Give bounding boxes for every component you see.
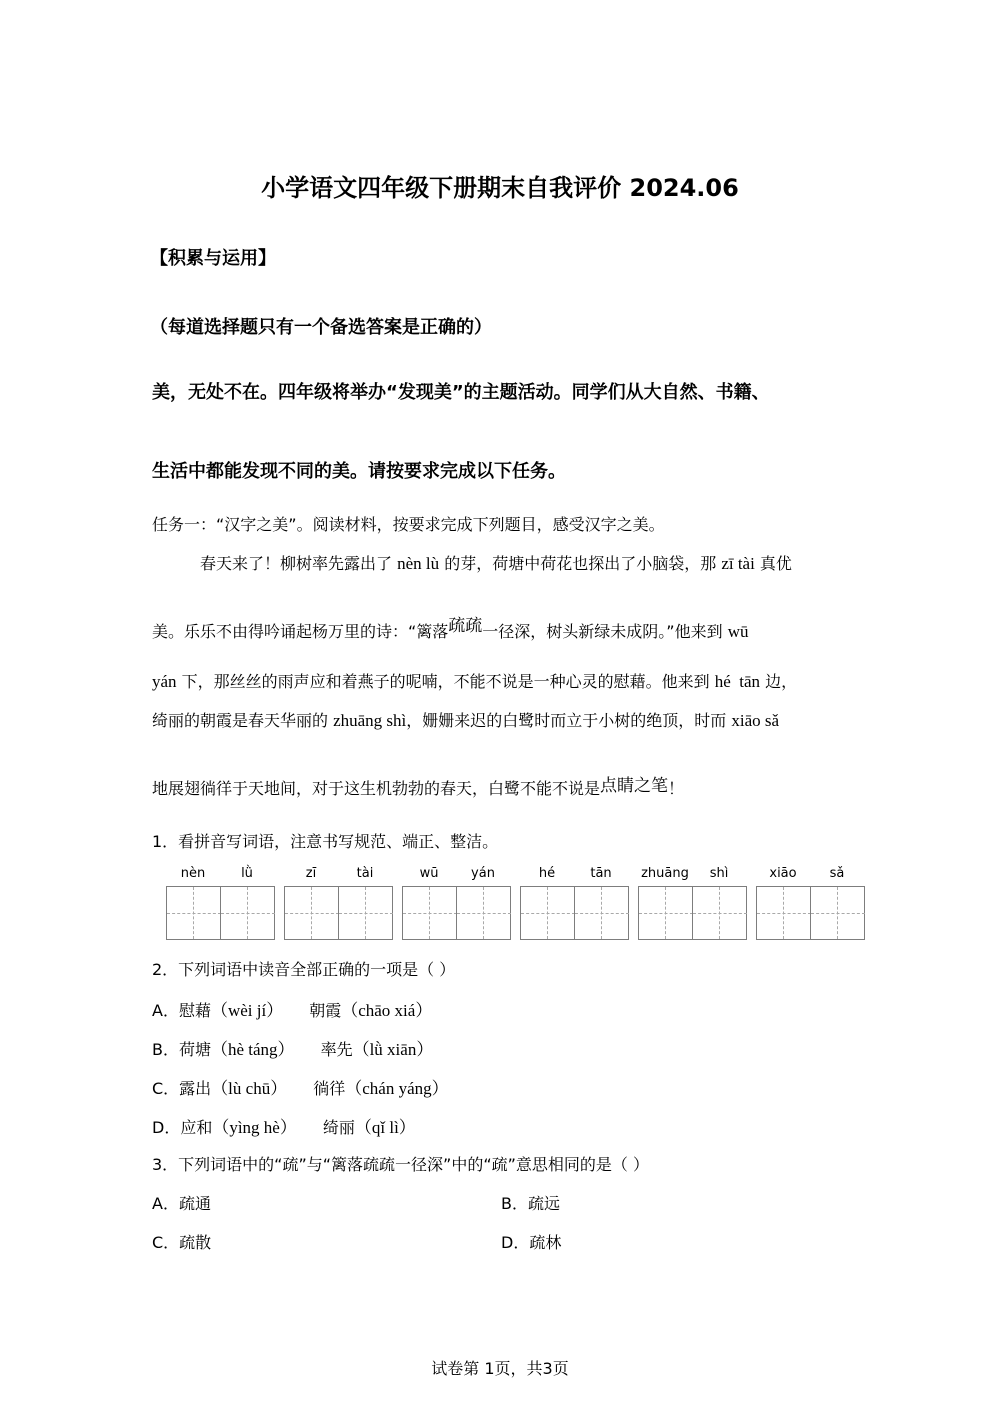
intro-line-2: 生活中都能发现不同的美。请按要求完成以下任务。 [152, 461, 566, 482]
pinyin-label: lǜ [241, 866, 253, 881]
writing-grid-1[interactable] [166, 886, 275, 940]
writing-grid-6[interactable] [756, 886, 865, 940]
pinyin-xiaosa: xiāo sǎ [731, 711, 780, 730]
char-box[interactable] [338, 887, 392, 939]
char-box[interactable] [757, 887, 811, 939]
q2-option-a[interactable]: A．慰藉（wèi jí） 朝霞（chāo xiá） [152, 1001, 433, 1020]
writing-grid-2[interactable] [284, 886, 393, 940]
passage-line-3: yán 下，那丝丝的雨声应和着燕子的呢喃，不能不说是一种心灵的慰藉。他来到 hé tān 边， [152, 672, 798, 691]
writing-grid-5[interactable] [638, 886, 747, 940]
pinyin-label: zī [305, 866, 317, 881]
pinyin-hetan: hé tān [714, 672, 761, 691]
passage-line-1: 春天来了！柳树率先露出了 nèn lù 的芽，荷塘中荷花也探出了小脑袋，那 zī tài 真优 [200, 554, 792, 573]
q3-option-b[interactable]: B．疏远 [501, 1194, 560, 1213]
pinyin-label: sǎ [829, 866, 845, 881]
char-box[interactable] [220, 887, 274, 939]
q2-option-d[interactable]: D．应和（yìng hè） 绮丽（qǐ lì） [152, 1118, 416, 1137]
pinyin-label: xiāo [769, 866, 797, 881]
passage-line-2: 美。乐乐不由得吟诵起杨万里的诗：“篱落疏疏一径深，树头新绿未成阴。”他来到 wū [152, 616, 749, 641]
char-box[interactable] [456, 887, 510, 939]
pinyin-label: tān [590, 866, 612, 881]
question-2: 2．下列词语中读音全部正确的一项是（ ） [152, 960, 456, 979]
pinyin-label: tài [356, 866, 374, 881]
char-box[interactable] [692, 887, 746, 939]
pinyin-labels [166, 866, 866, 886]
passage-line-4: 绮丽的朝霞是春天华丽的 zhuāng shì，姗姗来迟的白鹭时而立于小树的绝顶，时而 xiāo sǎ [152, 711, 780, 730]
highlight-dianjing: 点睛之笔 [600, 776, 669, 796]
highlight-shushu: 疏疏 [448, 616, 483, 636]
char-box[interactable] [403, 887, 457, 939]
writing-grid-4[interactable] [520, 886, 629, 940]
pinyin-yan: yán [152, 672, 177, 691]
section-heading: 【积累与运用】 [150, 248, 276, 269]
instruction-note: （每道选择题只有一个备选答案是正确的） [150, 317, 492, 338]
char-box[interactable] [574, 887, 628, 939]
pinyin-zhuangshi: zhuāng shì [333, 711, 407, 730]
pinyin-label: zhuāng [641, 866, 689, 881]
char-box[interactable] [810, 887, 864, 939]
question-1: 1．看拼音写词语，注意书写规范、端正、整洁。 [152, 832, 499, 851]
passage-line-5: 地展翅徜徉于天地间，对于这生机勃勃的春天，白鹭不能不说是点睛之笔！ [152, 776, 685, 798]
q3-option-c[interactable]: C．疏散 [152, 1233, 212, 1252]
pinyin-wu: wū [727, 622, 749, 641]
pinyin-label: wū [419, 866, 439, 881]
char-box[interactable] [167, 887, 221, 939]
pinyin-label: hé [538, 866, 556, 881]
q3-option-d[interactable]: D．疏林 [501, 1233, 562, 1252]
page-footer: 试卷第 1页，共3页 [431, 1359, 569, 1378]
writing-grid-3[interactable] [402, 886, 511, 940]
pinyin-zitai: zī tài [721, 554, 755, 573]
intro-line-1: 美，无处不在。四年级将举办“发现美”的主题活动。同学们从大自然、书籍、 [152, 382, 770, 403]
pinyin-label: yán [471, 866, 495, 881]
char-box[interactable] [639, 887, 693, 939]
pinyin-nenlu: nèn lù [397, 554, 440, 573]
pinyin-label: nèn [180, 866, 206, 881]
q3-option-a[interactable]: A．疏通 [152, 1194, 211, 1213]
pinyin-label: shì [709, 866, 729, 881]
q2-option-c[interactable]: C．露出（lù chū） 徜徉（chán yáng） [152, 1079, 449, 1098]
char-box[interactable] [521, 887, 575, 939]
question-3: 3．下列词语中的“疏”与“篱落疏疏一径深”中的“疏”意思相同的是（ ） [152, 1155, 650, 1174]
char-box[interactable] [285, 887, 339, 939]
page-title: 小学语文四年级下册期末自我评价 2024.06 [261, 174, 739, 202]
task-one-heading: 任务一：“汉字之美”。阅读材料，按要求完成下列题目，感受汉字之美。 [152, 515, 665, 534]
q2-option-b[interactable]: B．荷塘（hè táng） 率先（lǜ xiān） [152, 1040, 434, 1059]
